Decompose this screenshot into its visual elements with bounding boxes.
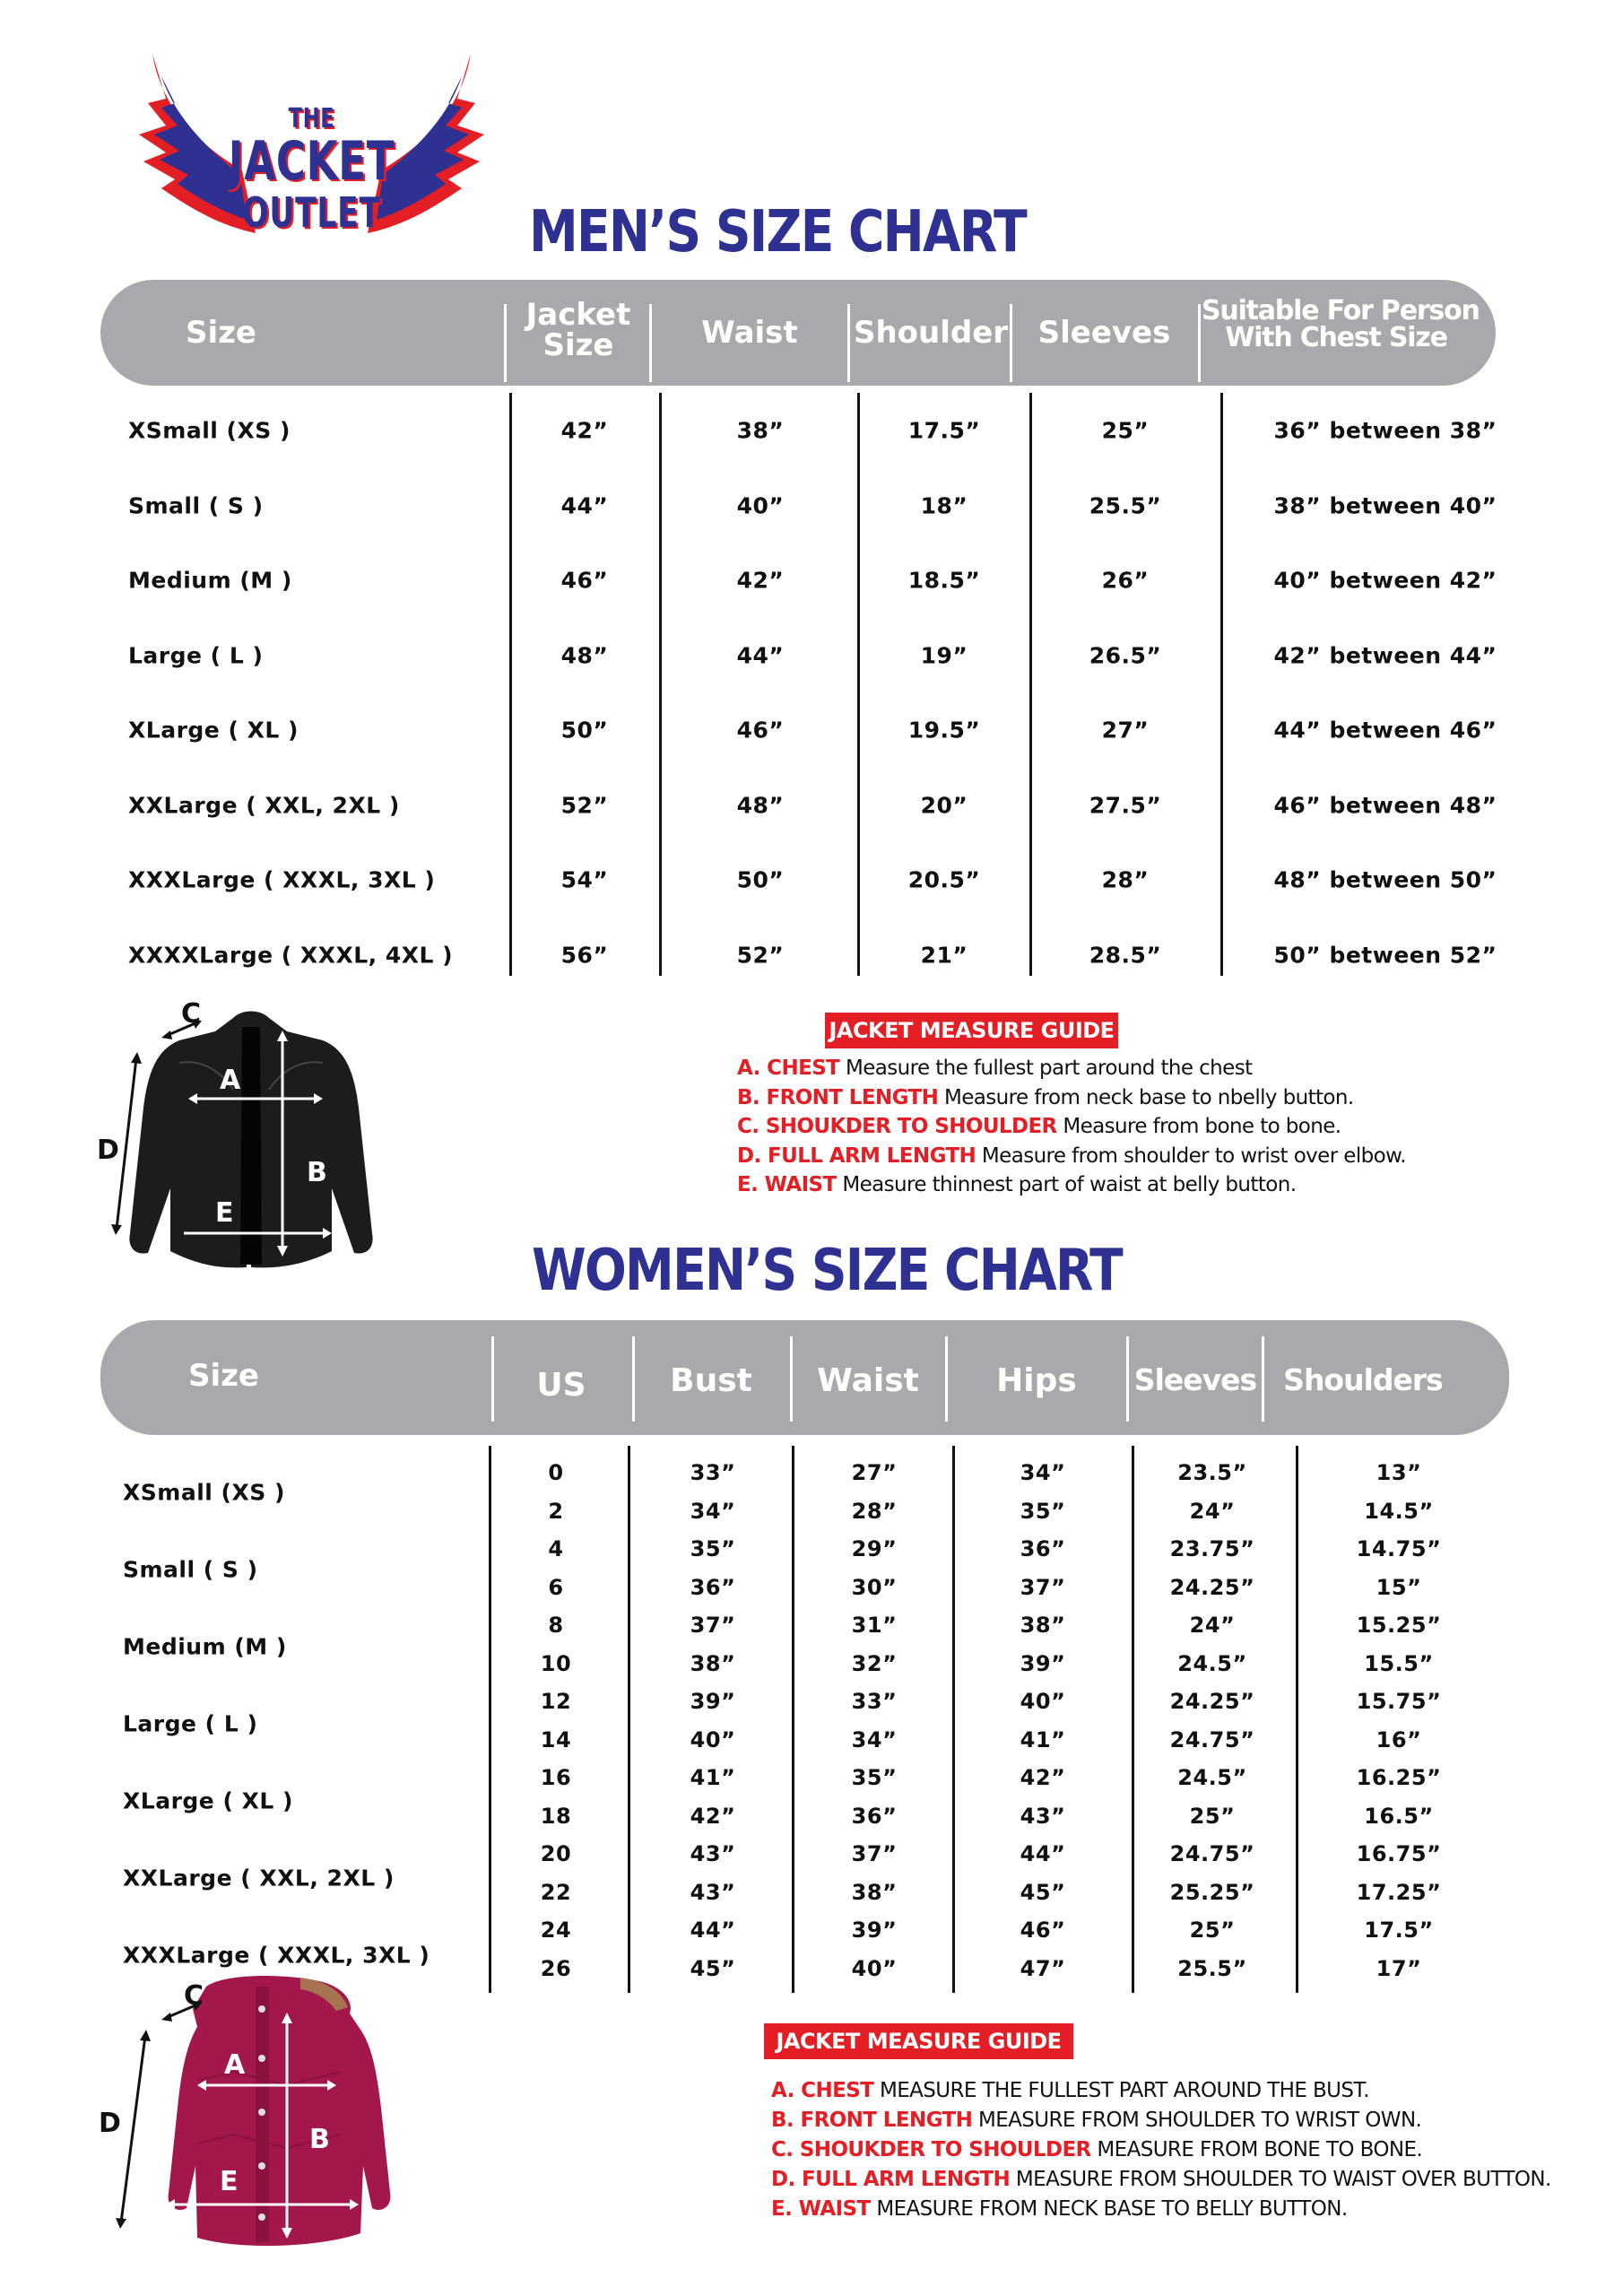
cell-waist: 27” xyxy=(851,1460,898,1485)
cell-waist: 44” xyxy=(736,642,785,668)
women-jacket-diagram xyxy=(99,1973,395,2260)
brand-logo xyxy=(135,54,489,253)
column-divider xyxy=(659,393,662,976)
cell-sleeves: 24.75” xyxy=(1169,1841,1255,1866)
guide-item-text: Measure thinnest part of waist at belly button. xyxy=(842,1173,1297,1196)
cell-sleeves: 23.5” xyxy=(1177,1460,1247,1485)
column-divider xyxy=(1029,393,1032,976)
men-header-jacket-size xyxy=(520,297,637,363)
cell-chest: 36” between 38” xyxy=(1273,417,1497,444)
cell-sleeves: 28” xyxy=(1101,866,1150,893)
cell-us: 12 xyxy=(540,1689,572,1714)
cell-bust: 33” xyxy=(690,1460,736,1485)
women-header-size: Size xyxy=(188,1358,259,1394)
column-divider xyxy=(489,1446,491,1993)
column-divider xyxy=(952,1446,955,1993)
women-header-waist: Waist xyxy=(817,1362,919,1399)
size-label: XSmall (XS ) xyxy=(128,417,291,444)
cell-waist: 48” xyxy=(736,792,785,818)
cell-hips: 44” xyxy=(1020,1841,1066,1866)
cell-waist: 33” xyxy=(851,1689,898,1714)
size-label: Small ( S ) xyxy=(123,1556,258,1583)
men-header-suitable-chest xyxy=(1202,295,1480,353)
cell-jacket: 44” xyxy=(560,492,609,518)
guide-item-key: A. CHEST xyxy=(771,2079,874,2102)
men-header-size: Size xyxy=(186,315,256,351)
cell-waist: 42” xyxy=(736,567,785,594)
guide-item-key: B. FRONT LENGTH xyxy=(737,1085,939,1109)
cell-chest: 40” between 42” xyxy=(1273,567,1497,594)
cell-us: 2 xyxy=(548,1498,564,1524)
guide-item xyxy=(771,2109,1421,2132)
cell-waist: 38” xyxy=(736,417,785,444)
guide-item xyxy=(771,2197,1348,2221)
cell-chest: 48” between 50” xyxy=(1273,866,1497,893)
cell-hips: 47” xyxy=(1020,1955,1066,1981)
guide-item xyxy=(737,1086,1354,1109)
cell-shoulder: 20” xyxy=(920,792,968,818)
cell-hips: 35” xyxy=(1020,1498,1066,1524)
size-label: XLarge ( XL ) xyxy=(128,717,299,744)
size-label: Small ( S ) xyxy=(128,492,264,518)
cell-hips: 45” xyxy=(1020,1879,1066,1905)
cell-waist: 34” xyxy=(851,1726,898,1752)
size-label: XSmall (XS ) xyxy=(123,1479,285,1506)
size-label: XXLarge ( XXL, 2XL ) xyxy=(128,792,400,818)
cell-sleeves: 25” xyxy=(1101,417,1150,444)
size-label: XXXXLarge ( XXXL, 4XL ) xyxy=(128,942,454,968)
cell-shoulder: 20.5” xyxy=(907,866,981,893)
cell-bust: 45” xyxy=(690,1955,736,1981)
cell-sleeves: 24” xyxy=(1189,1498,1236,1524)
cell-hips: 41” xyxy=(1020,1726,1066,1752)
marker-a: A xyxy=(220,1065,241,1096)
cell-us: 0 xyxy=(548,1460,564,1485)
cell-bust: 38” xyxy=(690,1650,736,1676)
guide-item-key: C. SHOUKDER TO SHOULDER xyxy=(771,2138,1091,2161)
cell-shoulder: 21” xyxy=(920,942,968,968)
cell-sleeves: 24” xyxy=(1189,1613,1236,1638)
cell-shoulder: 18.5” xyxy=(907,567,981,594)
men-header-waist: Waist xyxy=(701,315,798,351)
cell-bust: 44” xyxy=(690,1918,736,1943)
cell-chest: 38” between 40” xyxy=(1273,492,1497,518)
cell-sleeves: 28.5” xyxy=(1089,942,1162,968)
cell-waist: 36” xyxy=(851,1803,898,1829)
cell-shoulders: 17.5” xyxy=(1364,1918,1434,1943)
cell-waist: 30” xyxy=(851,1574,898,1600)
cell-hips: 39” xyxy=(1020,1650,1066,1676)
cell-jacket: 48” xyxy=(560,642,609,668)
guide-item-key: C. SHOUKDER TO SHOULDER xyxy=(737,1115,1057,1138)
size-label: Large ( L ) xyxy=(128,642,264,668)
cell-bust: 36” xyxy=(690,1574,736,1600)
cell-us: 22 xyxy=(540,1879,572,1905)
cell-shoulder: 17.5” xyxy=(907,417,981,444)
header-divider xyxy=(1198,304,1201,382)
guide-item-key: A. CHEST xyxy=(737,1057,840,1080)
guide-item xyxy=(771,2079,1369,2102)
cell-shoulders: 15.25” xyxy=(1356,1613,1442,1638)
logo-text-outlet: OUTLET xyxy=(242,188,381,237)
size-label: Medium (M ) xyxy=(123,1633,287,1660)
guide-item-text: MEASURE FROM BONE TO BONE. xyxy=(1097,2138,1423,2161)
women-size-chart-title: WOMEN’S SIZE CHART xyxy=(532,1238,1122,1304)
cell-shoulders: 17.25” xyxy=(1356,1879,1442,1905)
cell-us: 20 xyxy=(540,1841,572,1866)
cell-chest: 50” between 52” xyxy=(1273,942,1497,968)
cell-us: 8 xyxy=(548,1613,564,1638)
column-divider xyxy=(792,1446,794,1993)
cell-jacket: 56” xyxy=(560,942,609,968)
cell-shoulders: 15” xyxy=(1376,1574,1422,1600)
cell-shoulder: 19” xyxy=(920,642,968,668)
men-jacket-diagram xyxy=(97,998,395,1287)
cell-waist: 39” xyxy=(851,1918,898,1943)
cell-bust: 40” xyxy=(690,1726,736,1752)
cell-jacket: 54” xyxy=(560,866,609,893)
cell-jacket: 52” xyxy=(560,792,609,818)
men-header-suitable-line1: Suitable For Person xyxy=(1202,295,1480,326)
cell-bust: 42” xyxy=(690,1803,736,1829)
men-header-sleeves: Sleeves xyxy=(1037,315,1171,351)
marker-c: C xyxy=(181,998,202,1030)
cell-bust: 37” xyxy=(690,1613,736,1638)
cell-bust: 43” xyxy=(690,1879,736,1905)
logo-text-the: THE xyxy=(288,103,335,135)
cell-sleeves: 24.5” xyxy=(1177,1765,1247,1790)
cell-us: 18 xyxy=(540,1803,572,1829)
column-divider xyxy=(509,393,512,976)
cell-waist: 37” xyxy=(851,1841,898,1866)
cell-us: 24 xyxy=(540,1918,572,1943)
cell-waist: 35” xyxy=(851,1765,898,1790)
cell-waist: 46” xyxy=(736,717,785,744)
size-label: XXXLarge ( XXXL, 3XL ) xyxy=(128,866,436,893)
guide-item xyxy=(771,2168,1551,2191)
guide-item-text: Measure from bone to bone. xyxy=(1063,1115,1341,1138)
cell-us: 16 xyxy=(540,1765,572,1790)
women-header-bust: Bust xyxy=(670,1362,752,1399)
cell-hips: 36” xyxy=(1020,1536,1066,1561)
men-table-header xyxy=(100,280,1496,386)
cell-sleeves: 25” xyxy=(1189,1803,1236,1829)
cell-bust: 35” xyxy=(690,1536,736,1561)
cell-shoulders: 14.75” xyxy=(1356,1536,1442,1561)
cell-sleeves: 25.25” xyxy=(1169,1879,1255,1905)
marker-d: D xyxy=(97,1135,119,1166)
cell-sleeves: 26.5” xyxy=(1089,642,1162,668)
cell-waist: 40” xyxy=(851,1955,898,1981)
cell-sleeves: 24.25” xyxy=(1169,1574,1255,1600)
guide-item-text: MEASURE FROM SHOULDER TO WRIST OWN. xyxy=(977,2109,1422,2132)
guide-item xyxy=(737,1115,1341,1138)
men-size-chart-title: MEN’S SIZE CHART xyxy=(529,199,1026,265)
guide-item-key: D. FULL ARM LENGTH xyxy=(737,1144,976,1168)
size-label: XXLarge ( XXL, 2XL ) xyxy=(123,1865,395,1892)
size-label: XXXLarge ( XXXL, 3XL ) xyxy=(123,1942,430,1969)
guide-item-key: D. FULL ARM LENGTH xyxy=(771,2168,1011,2191)
marker-c: C xyxy=(184,1980,204,2012)
guide-item xyxy=(771,2138,1422,2161)
cell-sleeves: 25.5” xyxy=(1089,492,1162,518)
cell-waist: 31” xyxy=(851,1613,898,1638)
cell-bust: 43” xyxy=(690,1841,736,1866)
men-header-jacket-line1: Jacket xyxy=(525,297,631,333)
cell-sleeves: 24.75” xyxy=(1169,1726,1255,1752)
women-measure-guide-title: JACKET MEASURE GUIDE xyxy=(764,2023,1073,2059)
cell-waist: 29” xyxy=(851,1536,898,1561)
guide-item-text: MEASURE THE FULLEST PART AROUND THE BUST. xyxy=(879,2079,1369,2102)
cell-us: 10 xyxy=(540,1650,572,1676)
cell-jacket: 42” xyxy=(560,417,609,444)
cell-us: 26 xyxy=(540,1955,572,1981)
size-label: XLarge ( XL ) xyxy=(123,1787,293,1814)
cell-shoulder: 19.5” xyxy=(907,717,981,744)
cell-hips: 40” xyxy=(1020,1689,1066,1714)
guide-item-text: MEASURE FROM NECK BASE TO BELLY BUTTON. xyxy=(876,2197,1348,2221)
cell-shoulder: 18” xyxy=(920,492,968,518)
marker-a: A xyxy=(224,2049,246,2081)
size-label: Medium (M ) xyxy=(128,567,292,594)
guide-item-text: Measure from shoulder to wrist over elbow. xyxy=(981,1144,1406,1168)
column-divider xyxy=(857,393,860,976)
cell-sleeves: 24.25” xyxy=(1169,1689,1255,1714)
cell-shoulders: 15.75” xyxy=(1356,1689,1442,1714)
marker-b: B xyxy=(309,2124,330,2155)
women-header-hips: Hips xyxy=(996,1362,1077,1399)
cell-waist: 50” xyxy=(736,866,785,893)
cell-waist: 38” xyxy=(851,1879,898,1905)
guide-item xyxy=(737,1173,1296,1196)
column-divider xyxy=(1132,1446,1134,1993)
cell-chest: 46” between 48” xyxy=(1273,792,1497,818)
men-header-suitable-line2: With Chest Size xyxy=(1225,322,1447,353)
cell-hips: 42” xyxy=(1020,1765,1066,1790)
cell-shoulders: 16.5” xyxy=(1364,1803,1434,1829)
cell-us: 14 xyxy=(540,1726,572,1752)
column-divider xyxy=(1220,393,1223,976)
cell-sleeves: 24.5” xyxy=(1177,1650,1247,1676)
women-table-header xyxy=(100,1320,1509,1435)
cell-shoulders: 16.25” xyxy=(1356,1765,1442,1790)
guide-item-key: E. WAIST xyxy=(737,1173,837,1196)
leather-jacket-icon xyxy=(108,1009,395,1287)
cell-hips: 38” xyxy=(1020,1613,1066,1638)
women-parka-icon xyxy=(108,1973,395,2260)
cell-bust: 34” xyxy=(690,1498,736,1524)
cell-us: 4 xyxy=(548,1536,564,1561)
cell-waist: 52” xyxy=(736,942,785,968)
column-divider xyxy=(1296,1446,1298,1993)
cell-shoulders: 16.75” xyxy=(1356,1841,1442,1866)
logo-text-jacket: JACKET xyxy=(228,130,395,193)
cell-jacket: 46” xyxy=(560,567,609,594)
column-divider xyxy=(628,1446,630,1993)
cell-shoulders: 16” xyxy=(1376,1726,1422,1752)
cell-chest: 42” between 44” xyxy=(1273,642,1497,668)
cell-waist: 28” xyxy=(851,1498,898,1524)
cell-hips: 37” xyxy=(1020,1574,1066,1600)
cell-hips: 43” xyxy=(1020,1803,1066,1829)
guide-item-text: MEASURE FROM SHOULDER TO WAIST OVER BUTTON. xyxy=(1015,2168,1551,2191)
guide-item xyxy=(737,1057,1253,1080)
women-header-sleeves: Sleeves xyxy=(1133,1362,1257,1397)
size-label: Large ( L ) xyxy=(123,1710,258,1737)
marker-e: E xyxy=(220,2166,239,2197)
guide-item-key: B. FRONT LENGTH xyxy=(771,2109,973,2132)
cell-sleeves: 26” xyxy=(1101,567,1150,594)
cell-chest: 44” between 46” xyxy=(1273,717,1497,744)
marker-d: D xyxy=(99,2108,121,2139)
cell-sleeves: 27” xyxy=(1101,717,1150,744)
cell-hips: 46” xyxy=(1020,1918,1066,1943)
cell-shoulders: 13” xyxy=(1376,1460,1422,1485)
cell-shoulders: 15.5” xyxy=(1364,1650,1434,1676)
cell-waist: 40” xyxy=(736,492,785,518)
men-header-jacket-line2: Size xyxy=(542,327,614,363)
cell-waist: 32” xyxy=(851,1650,898,1676)
cell-sleeves: 25.5” xyxy=(1177,1955,1247,1981)
header-divider xyxy=(504,304,507,382)
cell-sleeves: 25” xyxy=(1189,1918,1236,1943)
cell-shoulders: 14.5” xyxy=(1364,1498,1434,1524)
cell-jacket: 50” xyxy=(560,717,609,744)
marker-e: E xyxy=(215,1197,234,1229)
marker-b: B xyxy=(307,1157,327,1188)
guide-item-key: E. WAIST xyxy=(771,2197,871,2221)
men-header-shoulder: Shoulder xyxy=(853,315,1009,351)
guide-item-text: Measure the fullest part around the chest xyxy=(845,1057,1253,1080)
cell-hips: 34” xyxy=(1020,1460,1066,1485)
cell-bust: 41” xyxy=(690,1765,736,1790)
women-header-us: US xyxy=(536,1367,586,1404)
cell-shoulders: 17” xyxy=(1376,1955,1422,1981)
cell-sleeves: 23.75” xyxy=(1169,1536,1255,1561)
cell-us: 6 xyxy=(548,1574,564,1600)
women-header-shoulders: Shoulders xyxy=(1283,1362,1443,1397)
cell-bust: 39” xyxy=(690,1689,736,1714)
cell-sleeves: 27.5” xyxy=(1089,792,1162,818)
men-measure-guide-title: JACKET MEASURE GUIDE xyxy=(825,1013,1118,1048)
guide-item xyxy=(737,1144,1406,1168)
guide-item-text: Measure from neck base to nbelly button. xyxy=(943,1085,1354,1109)
